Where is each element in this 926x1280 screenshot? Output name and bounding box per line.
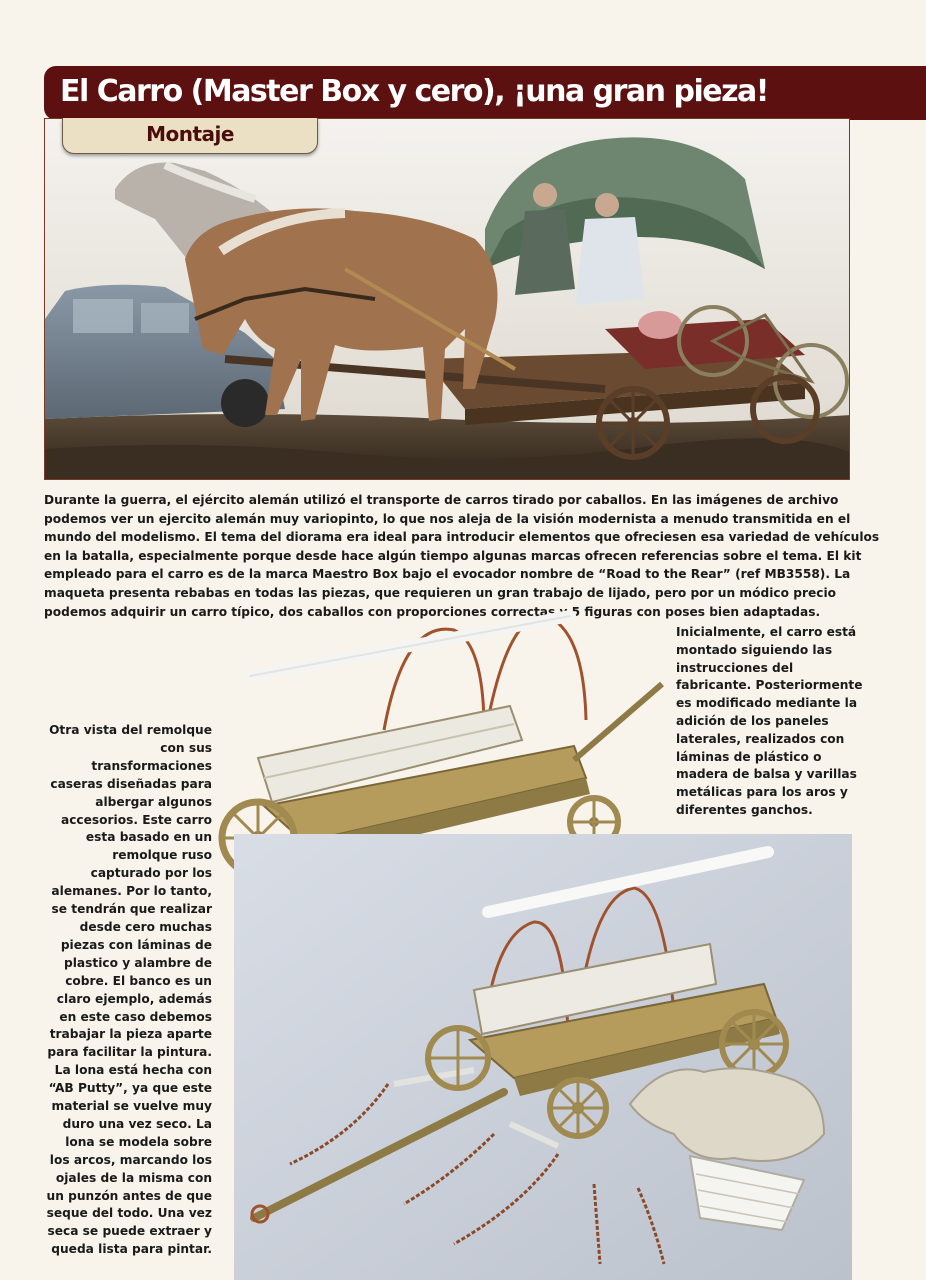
title-bar bbox=[44, 66, 926, 120]
diorama-illustration bbox=[45, 119, 850, 480]
section-tab bbox=[62, 118, 318, 154]
wheel-front-left bbox=[550, 1080, 606, 1136]
wagon-parts-illustration bbox=[234, 834, 852, 1280]
page-title: El Carro (Master Box y cero), ¡una gran pieza! bbox=[60, 74, 768, 109]
intro-paragraph: Durante la guerra, el ejército alemán utilizó el transporte de carros tirado por caballos. En las imágenes de archivo podemos ver un ejercito alemán muy variopinto, lo que nos aleja de la visión modernista a menudo transmitida en el mundo del modelismo. El tema del diorama era ideal para introducir elementos que ofreciesen esa variedad de vehículos en la batalla, especialmente porque desde hace algún tiempo algunas marcas ofrecen referencias sobre el tema. El kit empleado para el carro es de la marca Maestro Box bajo el evocador nombre de “Road to the Rear” (ref MB3558). La maqueta presenta rebabas en todas las piezas, que requieren un gran trabajo de lijado, pero por un módico precio podemos adquirir un carro típico, dos caballos con proporciones correctas y 5 figuras con poses bien adaptadas. bbox=[44, 493, 880, 619]
caption-left: Otra vista del remolque con sus transformaciones caseras diseñadas para albergar algunos accesorios. Este carro esta basado en un remolque ruso capturado por los alemanes. Por lo tanto, se tendrán que realizar desde cero muchas piezas con láminas de plastico y alambre de cobre. El banco es un claro ejemplo, además en este caso debemos trabajar la pieza aparte para facilitar la pintura. La lona está hecha con “AB Putty”, ya que este material se vuelve muy duro una vez seco. La lona se modela sobre los arcos, marcando los ojales de la misma con un punzón antes de que seque del todo. Una vez seca se puede extraer y queda lista para pintar. bbox=[46, 723, 212, 1257]
wheel-rear-right bbox=[722, 1012, 786, 1076]
wheel-rear-left bbox=[428, 1028, 488, 1088]
section-label: Montaje bbox=[146, 122, 234, 146]
caption-right: Inicialmente, el carro está montado siguiendo las instrucciones del fabricante. Posteriormente es modificado mediante la adición de los paneles laterales, realizados con láminas de plástico o madera de balsa y varillas metálicas para los aros y diferentes ganchos. bbox=[676, 625, 863, 817]
wagon-photo-parts bbox=[234, 834, 852, 1280]
diorama-photo bbox=[44, 118, 850, 480]
